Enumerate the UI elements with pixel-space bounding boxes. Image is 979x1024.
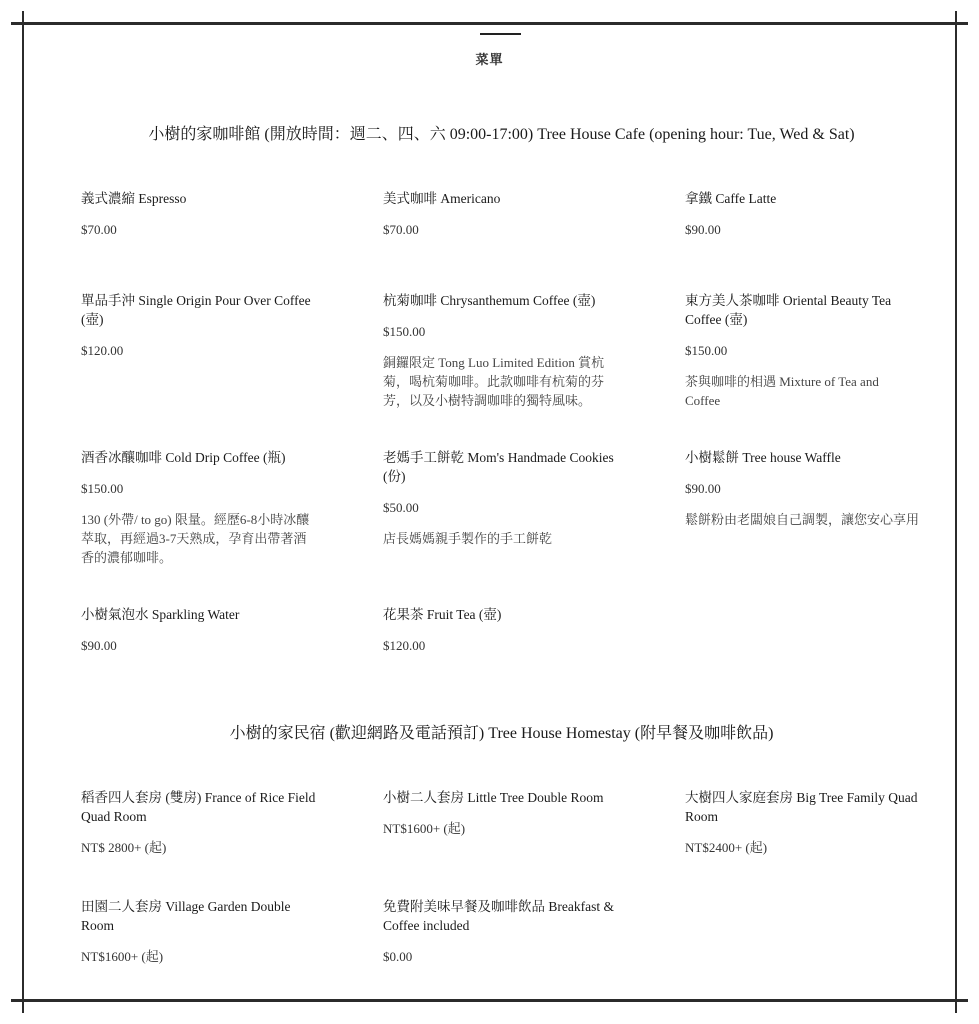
menu-item-chrysanthemum-coffee (383, 291, 623, 410)
item-name: 杭菊咖啡 Chrysanthemum Coffee (壺) (383, 293, 596, 308)
menu-item-cold-drip (81, 448, 321, 567)
item-price: $0.00 (383, 949, 413, 964)
item-name: 田園二人套房 Village Garden Double Room (81, 899, 291, 933)
item-price: $70.00 (81, 222, 117, 237)
item-name: 老媽手工餅乾 Mom's Handmade Cookies (份) (383, 450, 614, 484)
item-price: NT$1600+ (起) (383, 821, 466, 836)
frame-left-border (22, 11, 24, 1013)
item-name: 東方美人茶咖啡 Oriental Beauty Tea Coffee (壺) (685, 293, 892, 327)
item-price: $150.00 (685, 343, 728, 358)
item-name: 單品手沖 Single Origin Pour Over Coffee (壺) (81, 293, 311, 327)
item-price: NT$2400+ (起) (685, 840, 768, 855)
frame-bottom-border (11, 999, 968, 1002)
item-description: 銅鑼限定 Tong Luo Limited Edition 賞杭菊，喝杭菊咖啡。此款咖啡有杭菊的芬芳，以及小樹特調咖啡的獨特風味。 (383, 355, 605, 408)
item-description: 鬆餅粉由老闆娘自己調製，讓您安心享用 (685, 512, 920, 527)
item-price: NT$1600+ (起) (81, 949, 164, 964)
item-name: 免費附美味早餐及咖啡飲品 Breakfast & Coffee included (383, 899, 614, 933)
item-name: 小樹二人套房 Little Tree Double Room (383, 790, 604, 805)
frame-right-border (955, 11, 957, 1013)
menu-item-cookies (383, 448, 623, 548)
item-price: $70.00 (383, 222, 419, 237)
item-price: $150.00 (81, 481, 124, 496)
item-name: 小樹氣泡水 Sparkling Water (81, 607, 240, 622)
menu-item-caffe-latte (685, 189, 925, 239)
room-item-village-garden-double (81, 897, 321, 966)
frame-top-border (11, 22, 968, 25)
item-description: 130 (外帶/ to go) 限量。經歷6-8小時冰釀萃取，再經過3-7天熟成，孕育出帶著酒香的濃郁咖啡。 (81, 512, 310, 565)
item-name: 稻香四人套房 (雙房) France of Rice Field Quad Room (81, 790, 316, 824)
item-name: 大樹四人家庭套房 Big Tree Family Quad Room (685, 790, 918, 824)
menu-item-espresso (81, 189, 321, 239)
title-divider (480, 33, 521, 35)
menu-item-americano (383, 189, 623, 239)
room-item-big-tree-family-quad (685, 788, 925, 857)
menu-item-fruit-tea (383, 605, 623, 655)
item-price: $90.00 (685, 222, 721, 237)
menu-item-pour-over (81, 291, 321, 360)
item-price: NT$ 2800+ (起) (81, 840, 167, 855)
room-item-breakfast-included (383, 897, 623, 966)
item-name: 花果茶 Fruit Tea (壺) (383, 607, 502, 622)
item-name: 美式咖啡 Americano (383, 191, 501, 206)
item-price: $50.00 (383, 500, 419, 515)
item-description: 店長媽媽親手製作的手工餅乾 (383, 531, 553, 546)
room-item-little-tree-double (383, 788, 623, 838)
homestay-section-heading: 小樹的家民宿 (歡迎網路及電話預訂) Tree House Homestay (附早餐及咖啡飲品) (229, 725, 774, 742)
item-price: $150.00 (383, 324, 426, 339)
page-title: 菜單 (475, 53, 504, 68)
menu-item-waffle (685, 448, 925, 529)
item-price: $90.00 (685, 481, 721, 496)
room-item-rice-field-quad (81, 788, 321, 857)
item-name: 拿鐵 Caffe Latte (685, 191, 777, 206)
item-price: $120.00 (81, 343, 124, 358)
menu-item-oriental-beauty (685, 291, 925, 410)
item-price: $120.00 (383, 638, 426, 653)
item-description: 茶與咖啡的相遇 Mixture of Tea and Coffee (685, 374, 879, 408)
item-name: 小樹鬆餅 Tree house Waffle (685, 450, 841, 465)
menu-item-sparkling-water (81, 605, 321, 655)
item-name: 酒香冰釀咖啡 Cold Drip Coffee (瓶) (81, 450, 286, 465)
item-name: 義式濃縮 Espresso (81, 191, 187, 206)
item-price: $90.00 (81, 638, 117, 653)
cafe-section-heading: 小樹的家咖啡館 (開放時間：週二、四、六 09:00-17:00) Tree House Cafe (opening hour: Tue, Wed & Sat) (148, 126, 855, 143)
